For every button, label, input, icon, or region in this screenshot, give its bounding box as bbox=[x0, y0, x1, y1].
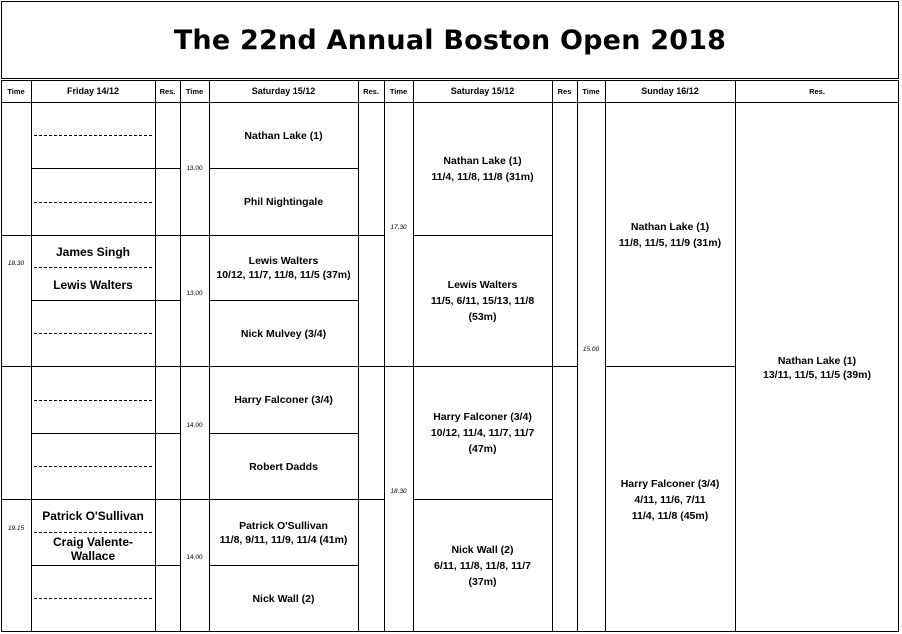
player-name: James Singh bbox=[55, 244, 131, 259]
match-time: 14.00 bbox=[186, 554, 203, 561]
match-score: 10/12, 11/4, 11/7, 11/7 bbox=[430, 427, 535, 439]
player-name: Nathan Lake (1) bbox=[443, 155, 522, 167]
round2-slot bbox=[209, 236, 358, 300]
round3-slot bbox=[413, 236, 552, 366]
header-time-2: Time bbox=[185, 86, 204, 96]
page-title: The 22nd Annual Boston Open 2018 bbox=[173, 24, 727, 56]
row-line bbox=[1, 499, 180, 500]
player-name: Nick Wall (2) bbox=[451, 544, 514, 556]
round2-slot bbox=[209, 169, 358, 235]
row-line bbox=[31, 300, 180, 301]
empty-slot bbox=[34, 598, 152, 599]
header-sunday: Sunday 16/12 bbox=[641, 86, 699, 96]
col-line bbox=[155, 80, 156, 632]
final-slot bbox=[605, 103, 735, 366]
match-score: 11/8, 11/5, 11/9 (31m) bbox=[618, 236, 722, 249]
col-line bbox=[358, 80, 359, 632]
player-name: Nick Wall (2) bbox=[252, 593, 315, 605]
player-name: Harry Falconer (3/4) bbox=[234, 394, 333, 406]
empty-slot bbox=[34, 333, 152, 334]
title-banner bbox=[1, 1, 899, 79]
player-name: Lewis Walters bbox=[447, 279, 518, 291]
empty-slot bbox=[34, 202, 152, 203]
header-saturday-2: Saturday 15/12 bbox=[450, 86, 515, 96]
round2-slot bbox=[209, 103, 358, 168]
header-friday: Friday 14/12 bbox=[66, 86, 120, 96]
winner-score: 13/11, 11/5, 11/5 (39m) bbox=[762, 368, 871, 381]
winner-name: Nathan Lake (1) bbox=[777, 354, 857, 367]
player-name: Craig Valente-Wallace bbox=[52, 535, 134, 563]
match-score: 11/4, 11/8 (45m) bbox=[631, 509, 709, 522]
match-duration: (37m) bbox=[468, 576, 497, 588]
header-time-3: Time bbox=[389, 86, 408, 96]
round2-slot bbox=[209, 566, 358, 632]
player-name: Lewis Walters bbox=[248, 255, 319, 267]
slot-divider bbox=[34, 267, 152, 268]
match-time: 18.30 bbox=[390, 488, 407, 495]
player-name: Patrick O'Sullivan bbox=[239, 519, 328, 532]
round3-slot bbox=[413, 500, 552, 632]
player-name: Nathan Lake (1) bbox=[630, 220, 710, 233]
header-time-4: Time bbox=[582, 86, 600, 96]
col-line bbox=[384, 80, 385, 632]
match-score: 11/5, 6/11, 15/13, 11/8 bbox=[430, 295, 535, 307]
match-time: 13.00 bbox=[186, 290, 203, 297]
row-line bbox=[31, 168, 180, 169]
col-line bbox=[552, 80, 553, 632]
player-name: Harry Falconer (3/4) bbox=[620, 477, 720, 490]
match-time: 18.30 bbox=[7, 260, 25, 267]
round2-slot bbox=[209, 434, 358, 499]
header-res-3: Res bbox=[557, 86, 572, 96]
player-name: Nick Mulvey (3/4) bbox=[240, 327, 327, 340]
row-line bbox=[31, 565, 180, 566]
player-name: Phil Nightingale bbox=[243, 196, 324, 208]
header-res-1: Res. bbox=[159, 86, 176, 96]
row-line bbox=[31, 433, 180, 434]
player-name: Patrick O'Sullivan bbox=[42, 509, 144, 523]
player-name: Nathan Lake (1) bbox=[244, 129, 323, 142]
row-line bbox=[1, 366, 180, 367]
round2-slot bbox=[209, 500, 358, 565]
empty-slot bbox=[34, 400, 152, 401]
player-name: Lewis Walters bbox=[53, 277, 133, 292]
round3-slot bbox=[413, 367, 552, 499]
header-res-2: Res. bbox=[363, 86, 379, 96]
player-name: Harry Falconer (3/4) bbox=[433, 411, 532, 423]
player-name: Robert Dadds bbox=[249, 460, 318, 473]
empty-slot bbox=[34, 135, 152, 136]
match-score: 6/11, 11/8, 11/8, 11/7 bbox=[434, 560, 531, 572]
match-duration: (47m) bbox=[468, 443, 497, 455]
row-line bbox=[1, 235, 180, 236]
winner-slot bbox=[735, 103, 899, 632]
col-line bbox=[180, 80, 181, 632]
empty-slot bbox=[34, 466, 152, 467]
match-duration: (53m) bbox=[468, 311, 497, 323]
round2-slot bbox=[209, 367, 358, 433]
match-score: 11/4, 11/8, 11/8 (31m) bbox=[431, 171, 534, 183]
match-score: 10/12, 11/7, 11/8, 11/5 (37m) bbox=[216, 269, 351, 281]
match-time: 14.00 bbox=[186, 422, 203, 429]
round3-slot bbox=[413, 103, 552, 235]
match-score: 4/11, 11/6, 7/11 bbox=[634, 493, 706, 506]
final-slot bbox=[605, 367, 735, 632]
round2-slot bbox=[209, 301, 358, 366]
match-time: 13.00 bbox=[186, 165, 203, 172]
col-line bbox=[577, 80, 578, 632]
header-time-1: Time bbox=[7, 86, 25, 96]
match-time: 15.00 bbox=[582, 346, 600, 353]
match-time: 19.15 bbox=[7, 525, 25, 532]
match-score: 11/8, 9/11, 11/9, 11/4 (41m) bbox=[219, 533, 348, 546]
header-saturday-1: Saturday 15/12 bbox=[251, 86, 316, 96]
match-time: 17.30 bbox=[390, 224, 407, 231]
header-res-4: Res. bbox=[809, 86, 825, 96]
